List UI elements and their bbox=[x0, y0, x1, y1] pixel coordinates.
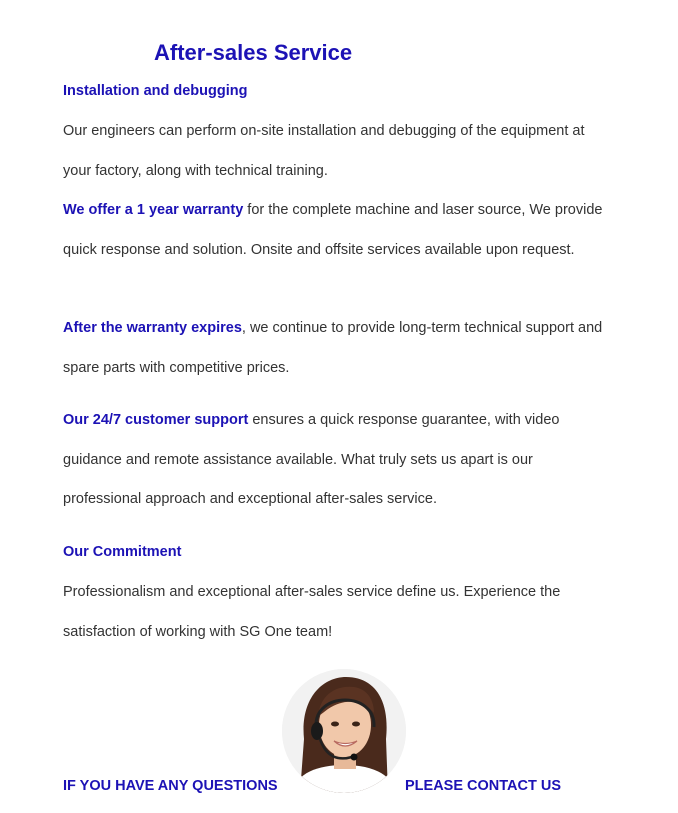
contact-right-text: PLEASE CONTACT US bbox=[405, 778, 562, 794]
support-highlight: Our 24/7 customer support bbox=[63, 412, 249, 428]
commitment-text: Professionalism and exceptional after-sales service define us. Experience the satisfaction of working with SG One team! bbox=[63, 584, 561, 640]
installation-heading: Installation and debugging bbox=[63, 83, 248, 99]
after-warranty-text: , we continue to provide long-term technical support and spare parts with competitive prices. bbox=[63, 320, 603, 376]
warranty-highlight: We offer a 1 year warranty bbox=[63, 202, 244, 218]
support-paragraph bbox=[63, 401, 608, 520]
support-agent-avatar bbox=[282, 669, 406, 793]
commitment-heading: Our Commitment bbox=[63, 544, 182, 560]
page-title: After-sales Service bbox=[154, 40, 353, 65]
installation-text: Our engineers can perform on-site installation and debugging of the equipment at your factory, along with technical training. bbox=[63, 123, 585, 179]
after-warranty-paragraph bbox=[63, 309, 608, 388]
after-warranty-highlight: After the warranty expires bbox=[63, 320, 242, 336]
support-text: ensures a quick response guarantee, with video guidance and remote assistance available. What truly sets us apart is our professional approach and exceptional after-sales service. bbox=[63, 412, 560, 507]
support-agent-illustration bbox=[282, 669, 406, 793]
warranty-text: for the complete machine and laser source, We provide quick response and solution. Onsite and offsite services available upon request. bbox=[63, 202, 603, 258]
warranty-paragraph bbox=[63, 191, 608, 270]
contact-left-text: IF YOU HAVE ANY QUESTIONS bbox=[63, 778, 278, 794]
